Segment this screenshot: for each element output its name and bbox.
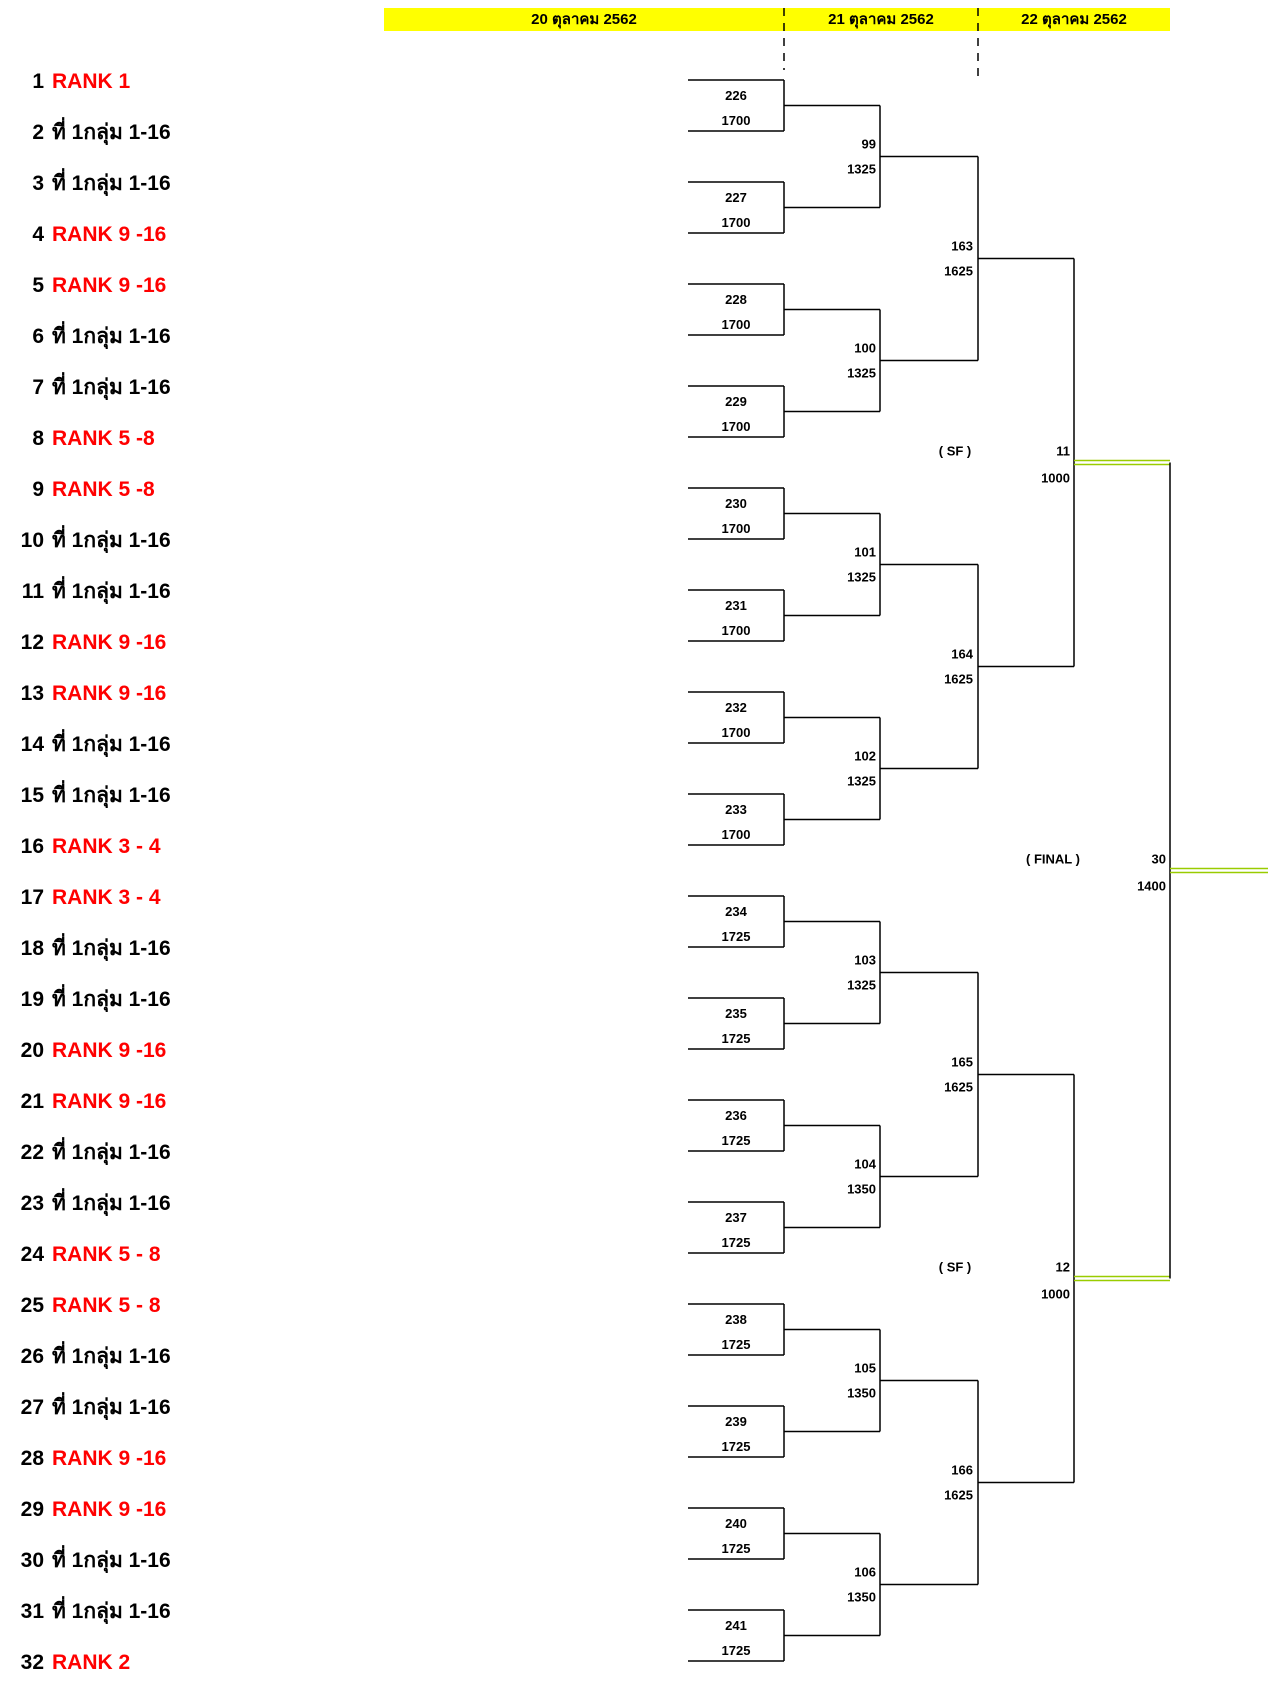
participant-seed: 1 [32, 70, 44, 93]
participant-label: ที่ 1กลุ่ม 1-16 [52, 172, 171, 195]
sf-match-number: 12 [1055, 1259, 1070, 1275]
participant-label: ที่ 1กลุ่ม 1-16 [52, 988, 171, 1011]
participant-label: ที่ 1กลุ่ม 1-16 [52, 376, 171, 399]
date-header-day-2: 21 ตุลาคม 2562 [784, 8, 978, 31]
sf-match-time: 1000 [1041, 1286, 1070, 1302]
r32-match-number: 233 [725, 802, 747, 817]
r16-match-time: 1325 [847, 161, 876, 177]
participant-seed: 2 [32, 121, 44, 144]
participant-label: RANK 9 -16 [52, 682, 167, 705]
sf-label: ( SF ) [938, 1259, 972, 1275]
r16-match-number: 105 [854, 1360, 876, 1376]
r16-match-time: 1325 [847, 977, 876, 993]
participant-label: ที่ 1กลุ่ม 1-16 [52, 1192, 171, 1215]
qf-match-number: 166 [951, 1462, 973, 1478]
participant-seed: 31 [20, 1600, 44, 1623]
r16-match-number: 100 [854, 340, 876, 356]
participant-seed: 26 [20, 1345, 44, 1368]
participant-seed: 4 [32, 223, 44, 246]
r16-match-time: 1325 [847, 569, 876, 585]
participant-label: ที่ 1กลุ่ม 1-16 [52, 1549, 171, 1572]
r16-match-number: 104 [854, 1156, 876, 1172]
participant-label: ที่ 1กลุ่ม 1-16 [52, 1141, 171, 1164]
participant-seed: 22 [20, 1141, 44, 1164]
participant-label: RANK 9 -16 [52, 1498, 167, 1521]
participant-seed: 20 [20, 1039, 44, 1062]
r32-match-time: 1700 [721, 623, 751, 638]
r32-match-time: 1725 [721, 1235, 751, 1250]
participant-label: RANK 9 -16 [52, 223, 167, 246]
r32-match-number: 226 [725, 88, 747, 103]
participant-seed: 19 [20, 988, 44, 1011]
date-header-day-1: 20 ตุลาคม 2562 [384, 8, 784, 31]
r32-match-time: 1725 [721, 1133, 751, 1148]
r16-match-time: 1350 [847, 1385, 876, 1401]
final-match-time: 1400 [1137, 878, 1166, 894]
participant-label: RANK 3 - 4 [52, 886, 161, 909]
r32-match-time: 1725 [721, 1337, 751, 1352]
participant-label: ที่ 1กลุ่ม 1-16 [52, 529, 171, 552]
participant-label: ที่ 1กลุ่ม 1-16 [52, 325, 171, 348]
r32-match-time: 1725 [721, 1541, 751, 1556]
participant-seed: 6 [32, 325, 44, 348]
participant-label: RANK 5 -8 [52, 427, 155, 450]
qf-match-time: 1625 [944, 671, 973, 687]
participant-label: ที่ 1กลุ่ม 1-16 [52, 733, 171, 756]
r16-match-number: 101 [854, 544, 876, 560]
r16-match-time: 1350 [847, 1181, 876, 1197]
participant-label: RANK 9 -16 [52, 274, 167, 297]
r32-match-time: 1700 [721, 113, 751, 128]
participant-label: ที่ 1กลุ่ม 1-16 [52, 784, 171, 807]
participant-label: RANK 3 - 4 [52, 835, 161, 858]
r16-match-number: 102 [854, 748, 876, 764]
date-header-day-3: 22 ตุลาคม 2562 [978, 8, 1170, 31]
r32-match-number: 227 [725, 190, 747, 205]
participant-seed: 27 [20, 1396, 44, 1419]
participant-seed: 28 [20, 1447, 44, 1470]
participant-seed: 32 [20, 1651, 44, 1674]
participant-seed: 30 [20, 1549, 44, 1572]
participant-seed: 15 [20, 784, 44, 807]
qf-match-time: 1625 [944, 1487, 973, 1503]
participant-seed: 8 [32, 427, 44, 450]
r32-match-number: 236 [725, 1108, 747, 1123]
participant-label: RANK 9 -16 [52, 1090, 167, 1113]
participant-seed: 11 [21, 580, 44, 603]
participant-label: RANK 5 -8 [52, 478, 155, 501]
r32-match-number: 231 [725, 598, 747, 613]
r32-match-time: 1700 [721, 725, 751, 740]
r32-match-number: 232 [725, 700, 747, 715]
r32-match-number: 234 [725, 904, 747, 919]
r32-match-number: 239 [725, 1414, 747, 1429]
final-label: ( FINAL ) [1026, 851, 1080, 867]
r32-match-number: 241 [725, 1618, 747, 1633]
r32-match-time: 1725 [721, 1643, 751, 1658]
participant-label: RANK 2 [52, 1651, 131, 1674]
r32-match-time: 1700 [721, 827, 751, 842]
qf-match-number: 163 [951, 238, 973, 254]
sf-match-time: 1000 [1041, 470, 1070, 486]
r16-match-number: 103 [854, 952, 876, 968]
participant-label: ที่ 1กลุ่ม 1-16 [52, 580, 171, 603]
participant-label: RANK 9 -16 [52, 1039, 167, 1062]
participant-label: RANK 5 - 8 [52, 1294, 161, 1317]
participant-label: ที่ 1กลุ่ม 1-16 [52, 121, 171, 144]
participant-label: RANK 9 -16 [52, 1447, 167, 1470]
r32-match-time: 1725 [721, 1439, 751, 1454]
qf-match-time: 1625 [944, 263, 973, 279]
participant-seed: 9 [32, 478, 44, 501]
participant-seed: 25 [20, 1294, 44, 1317]
r32-match-number: 238 [725, 1312, 747, 1327]
participant-seed: 23 [20, 1192, 44, 1215]
participant-seed: 29 [20, 1498, 44, 1521]
participant-seed: 3 [32, 172, 44, 195]
r32-match-number: 230 [725, 496, 747, 511]
r16-match-number: 99 [861, 136, 876, 152]
r32-match-number: 235 [725, 1006, 747, 1021]
participant-seed: 18 [20, 937, 44, 960]
participant-label: ที่ 1กลุ่ม 1-16 [52, 1600, 171, 1623]
participant-label: ที่ 1กลุ่ม 1-16 [52, 1396, 171, 1419]
participant-label: RANK 5 - 8 [52, 1243, 161, 1266]
participant-seed: 7 [32, 376, 44, 399]
r16-match-number: 106 [854, 1564, 876, 1580]
participant-seed: 13 [20, 682, 44, 705]
r16-match-time: 1325 [847, 773, 876, 789]
participant-label: ที่ 1กลุ่ม 1-16 [52, 937, 171, 960]
sf-label: ( SF ) [938, 443, 972, 459]
r32-match-time: 1700 [721, 317, 751, 332]
participant-seed: 21 [20, 1090, 44, 1113]
r32-match-time: 1700 [721, 419, 751, 434]
r32-match-number: 228 [725, 292, 747, 307]
r16-match-time: 1350 [847, 1589, 876, 1605]
r16-match-time: 1325 [847, 365, 876, 381]
participant-label: RANK 9 -16 [52, 631, 167, 654]
r32-match-time: 1725 [721, 929, 751, 944]
participant-seed: 16 [20, 835, 44, 858]
participant-seed: 12 [20, 631, 44, 654]
r32-match-number: 240 [725, 1516, 747, 1531]
r32-match-number: 237 [725, 1210, 747, 1225]
participant-label: RANK 1 [52, 70, 131, 93]
participant-seed: 17 [20, 886, 44, 909]
qf-match-time: 1625 [944, 1079, 973, 1095]
participant-seed: 5 [32, 274, 44, 297]
participant-seed: 24 [20, 1243, 44, 1266]
r32-match-number: 229 [725, 394, 747, 409]
sf-match-number: 11 [1056, 443, 1070, 459]
r32-match-time: 1700 [721, 215, 751, 230]
participant-label: ที่ 1กลุ่ม 1-16 [52, 1345, 171, 1368]
participant-seed: 10 [20, 529, 44, 552]
qf-match-number: 165 [951, 1054, 973, 1070]
qf-match-number: 164 [951, 646, 973, 662]
r32-match-time: 1725 [721, 1031, 751, 1046]
r32-match-time: 1700 [721, 521, 751, 536]
final-match-number: 30 [1151, 851, 1166, 867]
participant-seed: 14 [20, 733, 44, 756]
